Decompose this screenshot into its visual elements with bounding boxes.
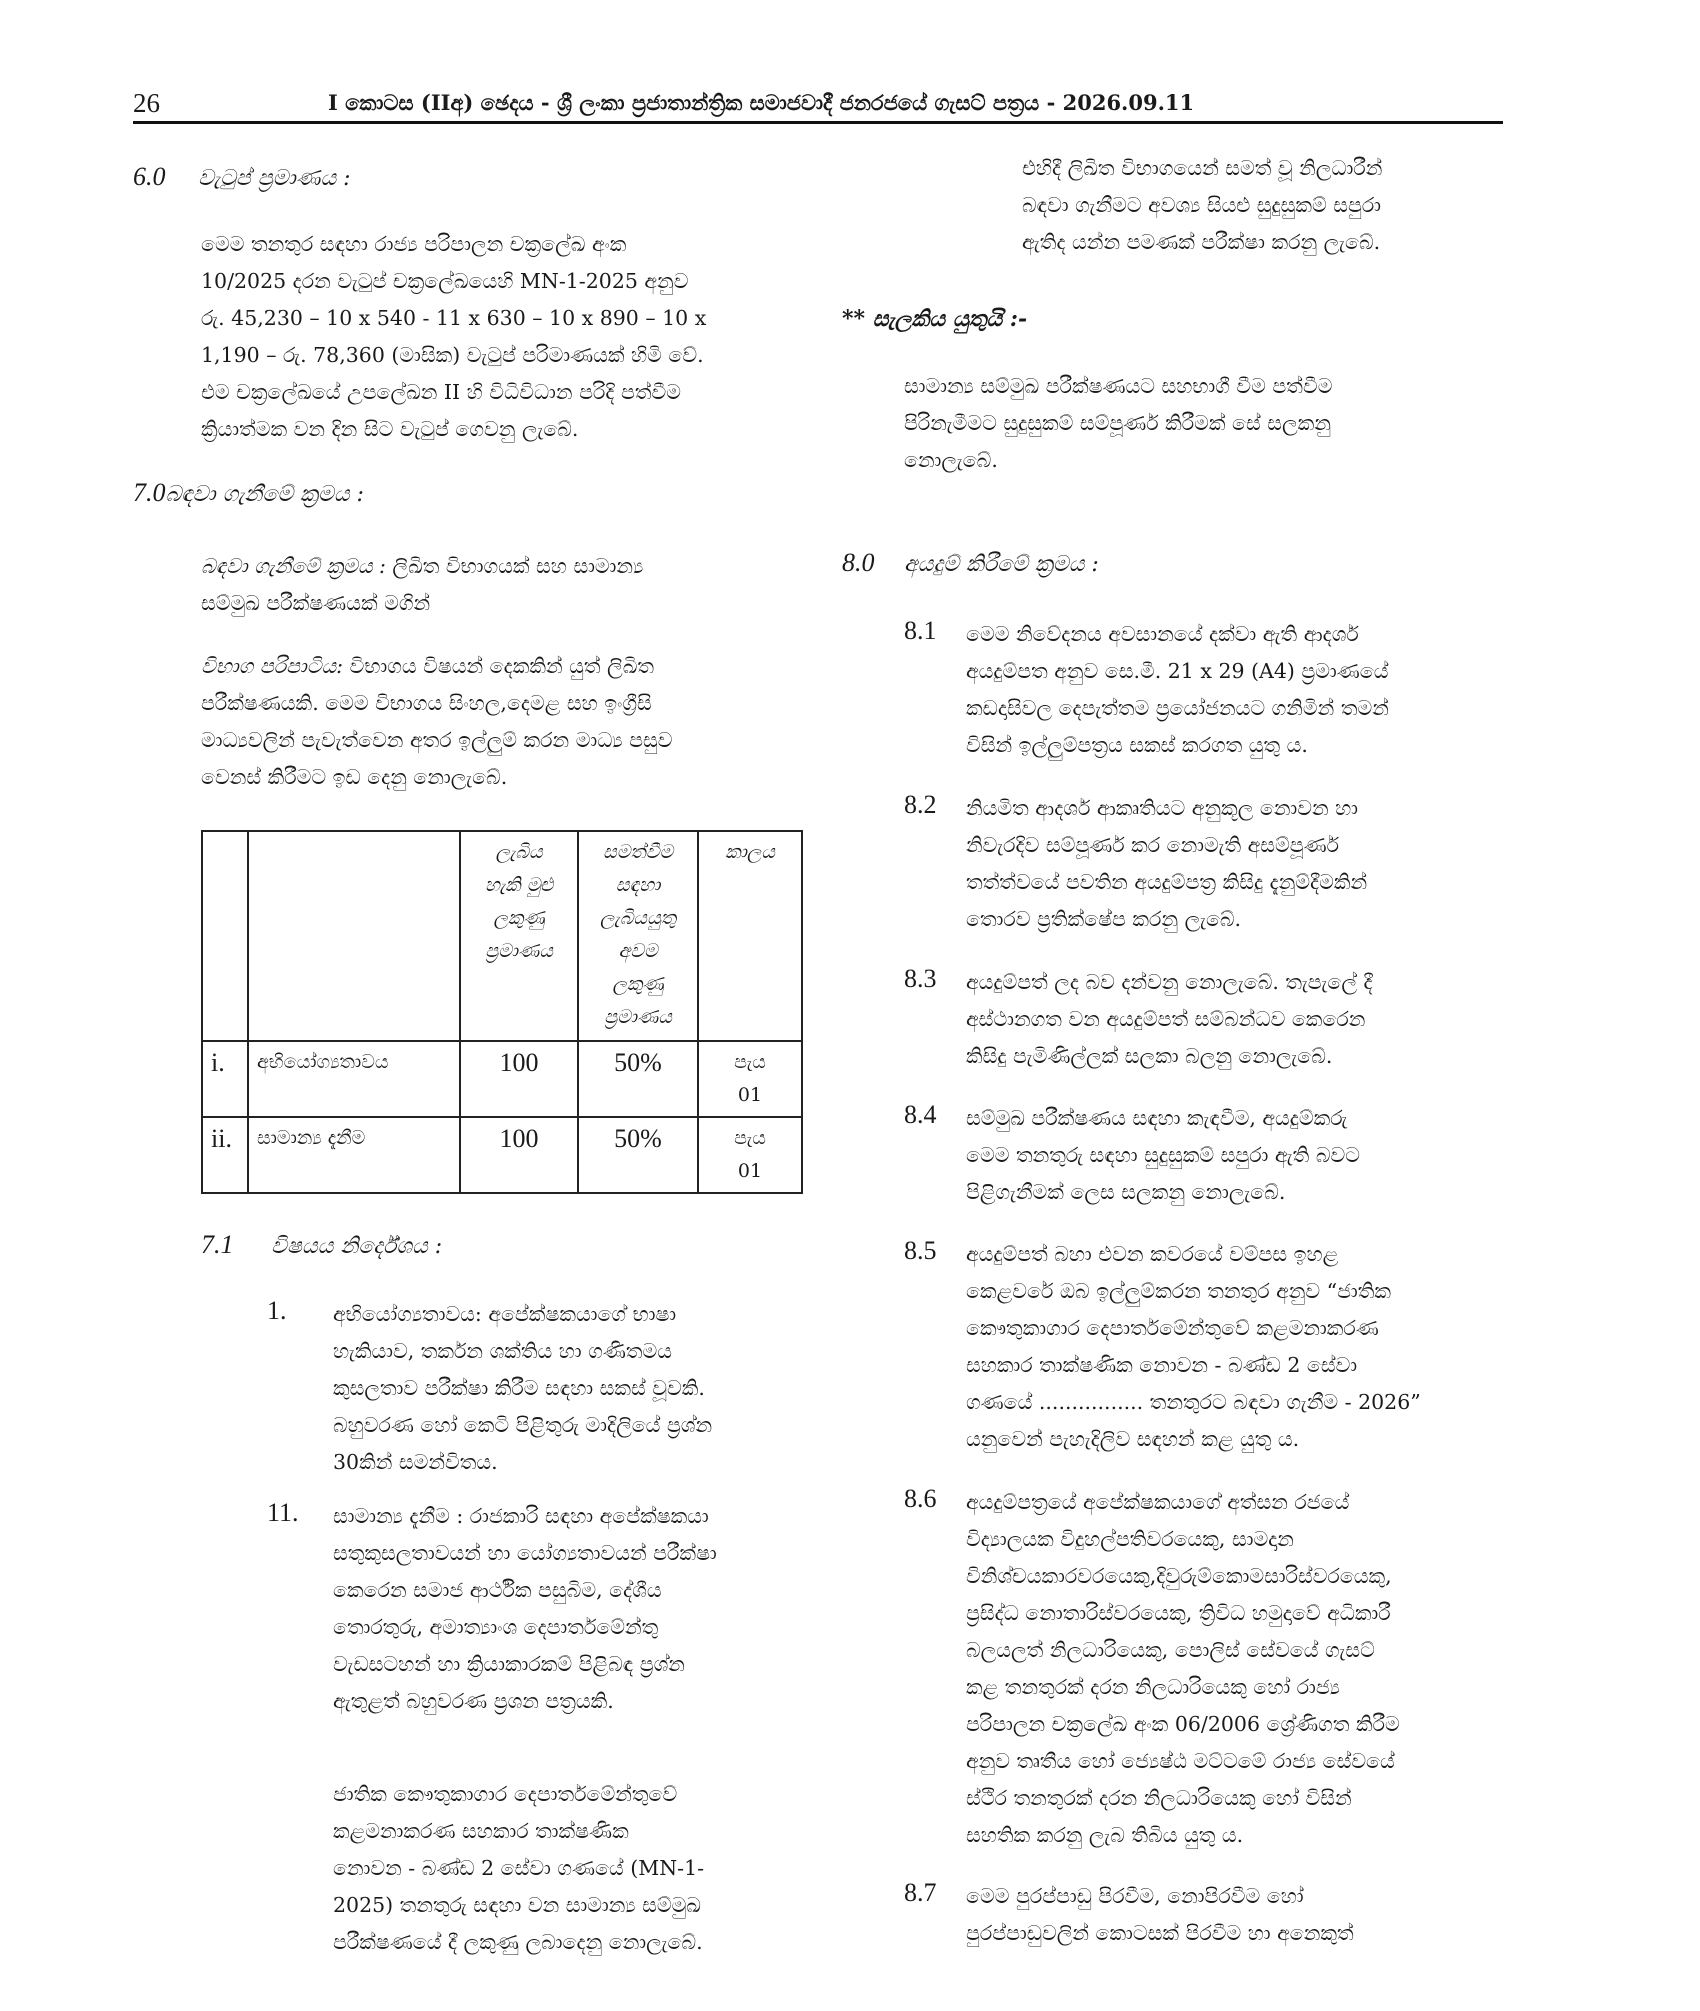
- header-max-marks: ලැබිය හැකි මුළු ලකුණු ප්‍රමාණය: [460, 831, 578, 1041]
- exam-procedure: විභාග පරිපාටිය: විභාගය විෂයන් දෙකකින් යුත් ලිඛිත පරීක්ෂණයකි. මෙම විභාගය සිංහල,දෙමළ සහ ඉංග්‍රීසි මාධ්‍යවලින් පැවැත්වෙන අතර ඉල්ලුම් කරන මාධ්‍ය පසුව වෙනස් කිරීමට ඉඩ දෙනු නොලැබේ.: [201, 654, 673, 789]
- item-8-6-number: 8.6: [904, 1484, 937, 1513]
- syllabus-item-1: අභියෝග්‍යතාවය: අපේක්ෂකයාගේ භාෂා හැකියාව, තර්කන ශක්තිය හා ගණිතමය කුසලතාව පරීක්ෂා කිරීම සඳහා සකස් වූවකි. බහුවරණ හෝ කෙටි පිළිතුරු මාදිලියේ ප්‍රශ්න 30කින් සමන්විතය.: [333, 1302, 713, 1474]
- section-7-1-heading: 7.1 විෂයය නිර්දේශය :: [201, 1230, 443, 1259]
- item-8-3-number: 8.3: [904, 964, 937, 993]
- recruitment-method: බඳවා ගැනීමේ ක්‍රමය : ලිඛිත විභාගයක් සහ සාමාන්‍ය සම්මුඛ පරීක්ෂණයක් මගින්: [201, 554, 644, 615]
- item-2-number: 11.: [267, 1498, 299, 1527]
- table-header-row: [202, 831, 802, 1041]
- item-8-4-number: 8.4: [904, 1100, 937, 1129]
- header-duration: කාලය: [698, 831, 802, 1041]
- item-8-7: මෙම පුරප්පාඩු පිරවීම, නොපිරවීම හෝ පුරප්පාඩුවලින් කොටසක් පිරවීම හා අනෙකුත්: [966, 1884, 1354, 1945]
- item-1-number: 1.: [267, 1296, 287, 1325]
- continued-text: එහිදී ලිඛිත විභාගයෙන් සමත් වූ නිලධාරීන් බඳවා ගැනීමට අවශ්‍ය සියළු සුදුසුකම් සපුරා ඇතිද යන්න පමණක් පරීක්ෂා කරනු ලැබේ.: [1022, 156, 1383, 254]
- page-header: [133, 84, 1503, 124]
- item-8-2-number: 8.2: [904, 790, 937, 819]
- table-row: ii. සාමාන්‍ය දැනීම 100 50% පැය 01: [202, 1117, 802, 1193]
- item-8-4: සම්මුඛ පරීක්ෂණය සඳහා කැඳවීම, අයදුම්කරු මෙම තනතුරු සඳහා සුදුසුකම් සපුරා ඇති බවට පිළිගැනීමක් ලෙස සලකනු නොලැබේ.: [966, 1106, 1360, 1204]
- item-8-2: නියමිත ආදර්ශ ආකෘතියට අනුකූල නොවන හා නිවැරදිව සම්පූර්ණ කර නොමැති අසම්පූර්ණ තත්ත්වයේ පවතින අයදුම්පත්‍ර කිසිදු දැනුම්දීමකින් තොරව ප්‍රතික්ෂේප කරනු ලැබේ.: [966, 796, 1368, 931]
- section-6-body: මෙම තනතුර සඳහා රාජ්‍ය පරිපාලන චක්‍රලේඛ අංක 10/2025 දරන වැටුප් චක්‍රලේඛයෙහි MN-1-2025 අනුව රු. 45,230 – 10 x 540 - 11 x 630 – 10 x 890 – 10 x 1,190 – රු. 78,360 (මාසික) වැටුප් පරිමාණයක් හිමි වේ. එම චක්‍රලේඛයේ උපලේඛන II හි විධිවිධාන පරිදි පත්වීම ක්‍රියාත්මක වන දින සිට වැටුප් ගෙවනු ලැබේ.: [201, 232, 707, 441]
- interview-marks-note: ජාතික කෞතුකාගාර දෙපාර්තමේන්තුවේ කළමනාකරණ සහකාර තාක්ෂණික නොවන - බණ්ඩ 2 සේවා ගණයේ (MN-1- 2025) තනතුරු සඳහා වන සාමාන්‍ය සම්මුඛ පරීක්ෂණයේ දී ලකුණු ලබාදෙනු නොලැබේ.: [333, 1782, 705, 1954]
- section-6-heading: 6.0 වැටුප් ප්‍රමාණය :: [133, 162, 351, 191]
- syllabus-item-2: සාමාන්‍ය දැනීම : රාජකාරි සඳහා අපේක්ෂකයා සතුකුසලතාවයන් හා යෝග්‍යතාවයන් පරීක්ෂා කෙරෙන සමාජ ආර්ථික පසුබිම, දේශීය තොරතුරු, අමාත්‍යාංශ දෙපාර්තමේන්තු වැඩසටහන් හා ක්‍රියාකාරකම් පිළිබඳ ප්‍රශ්න ඇතුළත් බහුවරණ ප්‍රශන පත්‍රයකි.: [333, 1504, 717, 1713]
- note-body: සාමාන්‍ය සම්මුඛ පරීක්ෂණයට සහභාගී වීම පත්වීම පිරිනැමීමට සුදුසුකම් සම්පූර්ණ කිරීමක් සේ සලකනු නොලැබේ.: [904, 374, 1333, 472]
- header-pass-marks: සමත්වීම සඳහා ලැබියයුතු අවම ලකුණු ප්‍රමාණය: [578, 831, 698, 1041]
- gazette-title: I කොටස (IIඅ) ඡෙදය - ශ්‍රී ලංකා ප්‍රජාතාන්ත්‍රික සමාජවාදී ජනරජයේ ගැසට් පත්‍රය - 2026.09.11: [328, 90, 1195, 115]
- section-7-heading: 7.0බඳවා ගැනීමේ ක්‍රමය :: [133, 478, 364, 507]
- item-8-1: මෙම නිවේදනය අවසානයේ දක්වා ඇති ආදර්ශ අයදුම්පත අනුව සෙ.මී. 21 x 29 (A4) ප්‍රමාණයේ කඩදාසිවල දෙපැත්තම ප්‍රයෝජනයට ගනිමින් තමන් විසින් ඉල්ලුම්පත්‍රය සකස් කරගත යුතු ය.: [966, 622, 1389, 757]
- item-8-6: අයදුම්පත්‍රයේ අපේක්ෂකයාගේ අත්සන රජයේ විද්‍යාලයක විදුහල්පතිවරයෙකු, සාමදාන විනිශ්චයකාරවරයෙකු,දිවුරුම්කොමසාරිස්වරයෙකු, ප්‍රසිද්ධ නොතාරිස්වරයෙකු, ත්‍රිවිධ හමුදාවේ අධිකාරී බලයලත් නිලධාරියෙකු, පොලිස් සේවයේ ගැසට් කළ තනතුරක් දරන නිලධාරියෙකු හෝ රාජ්‍ය පරිපාලන චක්‍රලේඛ අංක 06/2006 ශ්‍රේණිගත කිරීම අනුව තෘතීය හෝ ජ්‍යෙෂ්ඨ මට්ටමේ රාජ්‍ය සේවයේ ස්ථිර තනතුරක් දරන නිලධාරියෙකු හෝ විසින් සහතික කරනු ලැබ තිබිය යුතු ය.: [966, 1490, 1400, 1847]
- section-8-heading: 8.0 අයදුම් කිරීමේ ක්‍රමය :: [842, 548, 1099, 577]
- exam-table: [201, 830, 803, 1194]
- item-8-5-number: 8.5: [904, 1236, 937, 1265]
- item-8-1-number: 8.1: [904, 616, 937, 645]
- table-row: i. අභියෝග්‍යතාවය 100 50% පැය 01: [202, 1041, 802, 1117]
- item-8-3: අයදුම්පත් ලද බව දන්වනු නොලැබේ. තැපැලේ දී අස්ථානගත වන අයදුම්පත් සම්බන්ධව කෙරෙන කිසිදු පැමිණිල්ලක් සලකා බලනු නොලැබේ.: [966, 970, 1373, 1068]
- note-heading: ** සැලකිය යුතුයි :-: [842, 306, 1028, 332]
- item-8-5: අයදුම්පත් බහා එවන කවරයේ වම්පස ඉහළ කෙළවරේ ඔබ ඉල්ලුම්කරන තනතුර අනුව “ජාතික කෞතුකාගාර දෙපාර්තමේන්තුවේ කළමනාකරණ සහකාර තාක්ෂණික නොවන - බණ්ඩ 2 සේවා ගණයේ ................ තනතුරට බඳවා ගැනීම - 2026” යනුවෙන් පැහැදිලිව සඳහන් කළ යුතු ය.: [966, 1242, 1421, 1451]
- page-number: 26: [133, 88, 160, 118]
- item-8-7-number: 8.7: [904, 1878, 937, 1907]
